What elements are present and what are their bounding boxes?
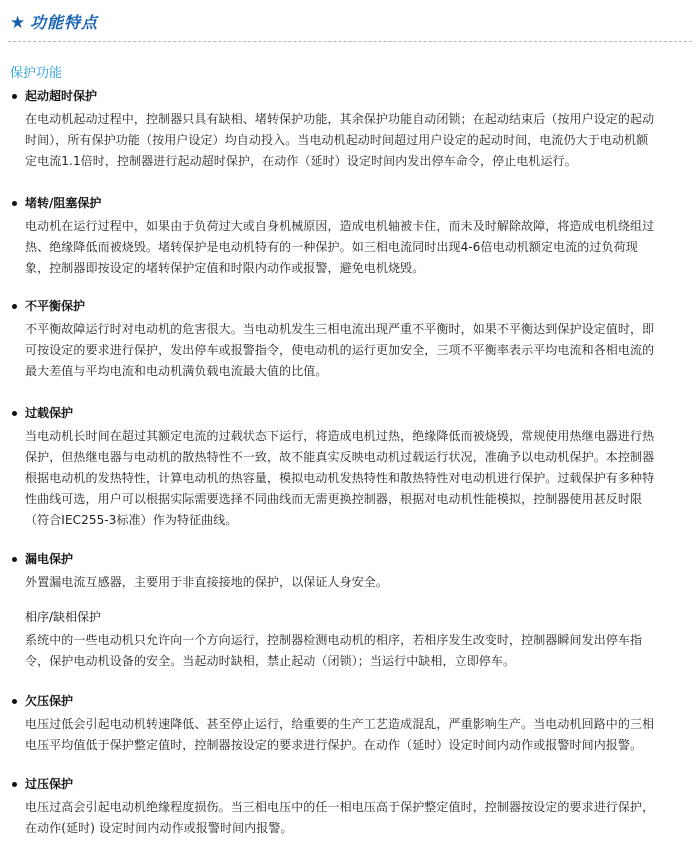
star-icon: ★ bbox=[10, 13, 26, 33]
feature-description: 电动机在运行过程中，如果由于负荷过大或自身机械原因，造成电机轴被卡住，而未及时解除故障，将造成电机绕组过 热、绝缘降低而被烧毁。堵转保护是电动机特有的一种保护。如三相电流同时出现4-6倍电动机额定电流的过负荷现 象，控制器即按设定的堵转保护定值和时限内动作或报警，避免电机烧毁。 bbox=[25, 219, 655, 275]
bullet-icon bbox=[12, 201, 17, 206]
section-title: 保护功能 bbox=[10, 66, 63, 81]
feature-title: 过压保护 bbox=[25, 777, 74, 791]
feature-description: 外置漏电流互感器，主要用于非直接接地的保护，以保证人身安全。 bbox=[25, 575, 389, 589]
bullet-icon bbox=[12, 304, 17, 309]
feature-title: 堵转/阻塞保护 bbox=[25, 196, 102, 210]
page-title: 功能特点 bbox=[30, 13, 99, 32]
feature-title: 过载保护 bbox=[25, 406, 74, 420]
feature-description: 不平衡故障运行时对电动机的危害很大。当电动机发生三相电流出现严重不平衡时，如果不平衡达到保护设定值时，即 可按设定的要求进行保护，发出停车或报警指令，使电动机的运行更加安全，三项不平衡率表示平均电流和各相电流的 最大差值与平均电流和电动机满负载电流最大值的比值。 bbox=[25, 322, 655, 378]
feature-title: 漏电保护 bbox=[25, 552, 74, 566]
bullet-icon bbox=[12, 699, 17, 704]
feature-title: 相序/缺相保护 bbox=[25, 610, 102, 624]
bullet-icon bbox=[12, 557, 17, 562]
feature-description: 电压过低会引起电动机转速降低、甚至停止运行，给重要的生产工艺造成混乱，严重影响生产。当电动机回路中的三相 电压平均值低于保护整定值时，控制器按设定的要求进行保护。在动作（延时）设定时间内动作或报警时间内报警。 bbox=[25, 717, 655, 752]
feature-description: 当电动机长时间在超过其额定电流的过载状态下运行，将造成电机过热，绝缘降低而被烧毁，常规使用热继电器进行热 保护，但热继电器与电动机的散热特性不一致，故不能真实反映电动机过载运行状况，准确予以电动机保护。本控制器 根据电动机的发热特性，计算电动机的热容量，模拟电动机发热特性和散热特性对电动机进行保护。过载保护有多种特 性曲线可选，用户可以根据实际需要选择不同曲线而无需更换控制器，根据对电动机性能模拟，控制器使用甚反时限 （符合IEC255-3标准）作为特征曲线。 bbox=[25, 429, 655, 527]
feature-title: 欠压保护 bbox=[25, 694, 74, 708]
feature-title: 不平衡保护 bbox=[25, 299, 86, 313]
feature-description: 系统中的一些电动机只允许向一个方向运行，控制器检测电动机的相序，若相序发生改变时，控制器瞬间发出停车指 令，保护电动机设备的安全。当起动时缺相，禁止起动（闭锁）；当运行中缺相，立即停车。 bbox=[25, 633, 643, 668]
bullet-icon bbox=[12, 411, 17, 416]
feature-title: 起动超时保护 bbox=[25, 89, 98, 103]
feature-description: 电压过高会引起电动机绝缘程度损伤。当三相电压中的任一相电压高于保护整定值时，控制器按设定的要求进行保护， 在动作(延时) 设定时间内动作或报警时间内报警。 bbox=[25, 800, 655, 835]
bullet-icon bbox=[12, 94, 17, 99]
feature-description: 在电动机起动过程中，控制器只具有缺相、堵转保护功能，其余保护功能自动闭锁；在起动结束后（按用户设定的起动 时间），所有保护功能（按用户设定）均自动投入。当电动机起动时间超过用户设定的起动时间，电流仍大于电动机额 定电流1.1倍时，控制器进行起动超时保护，在动作（延时）设定时间内发出停车命令，停止电机运行。 bbox=[25, 112, 655, 168]
bullet-icon bbox=[12, 782, 17, 787]
